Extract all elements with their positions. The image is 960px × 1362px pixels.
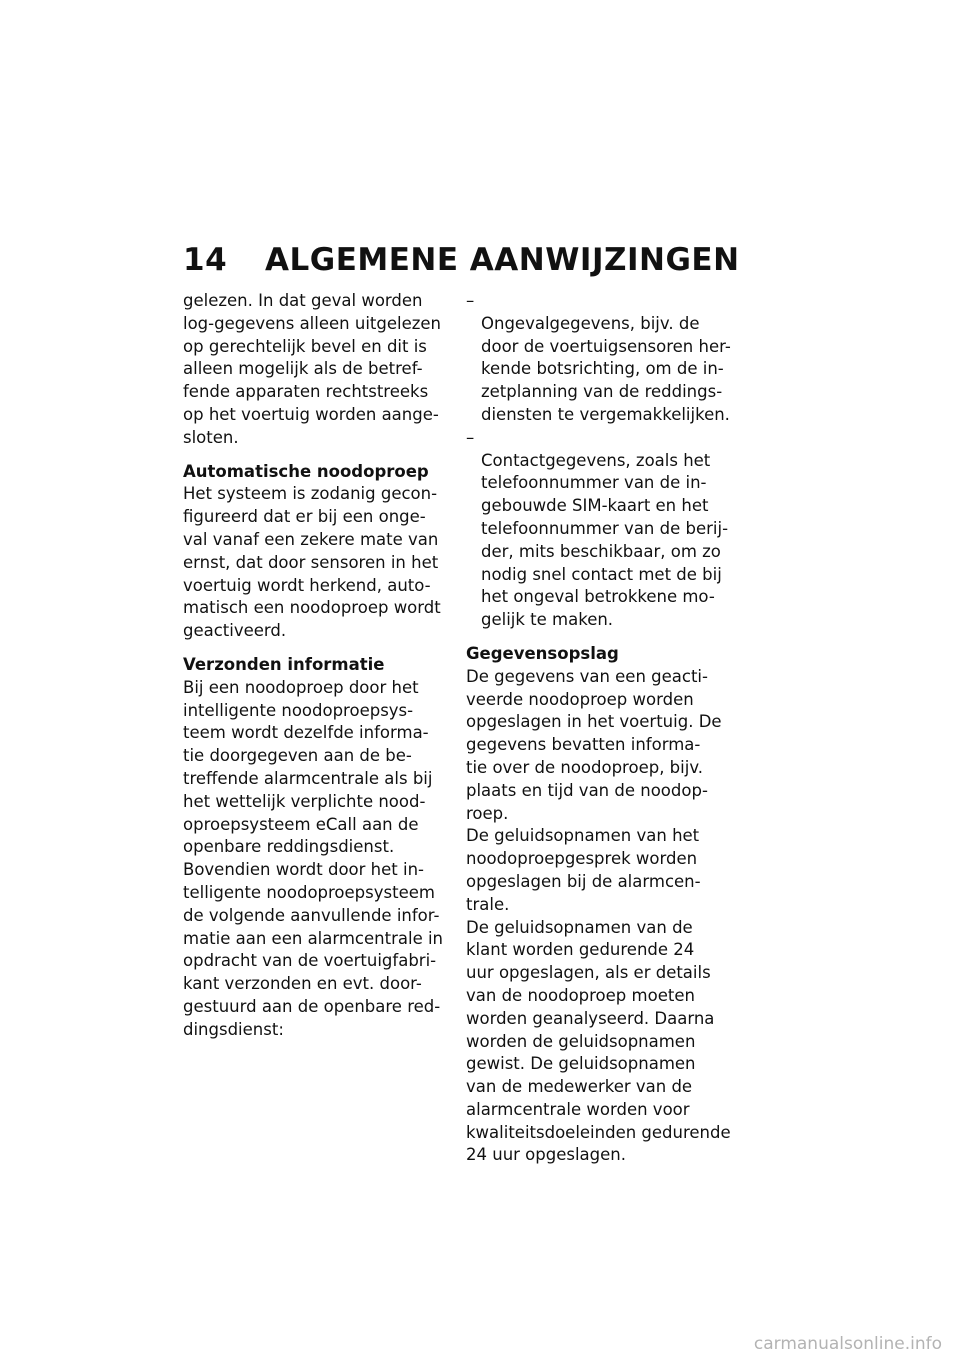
chapter-number: 14 (183, 242, 228, 278)
paragraph-gegevensopslag-2: De geluidsopnamen van het noodoproepgesprek worden opgeslagen bij de alarmcen- trale. (466, 826, 701, 914)
right-column (466, 290, 738, 1167)
paragraph-verzonden-informatie-1: Bij een noodoproep door het intelligente noodoproepsys- teem wordt dezelfde informa- tie doorgegeven aan de be- treffende alarmcentrale als bij het wettelijk verplichte nood- oproepsysteem eCall aan de openbare reddingsdienst. (183, 677, 433, 857)
section-heading-verzonden-informatie: Verzonden informatie (183, 654, 385, 674)
section-heading-gegevensopslag: Gegevensopslag (466, 643, 619, 663)
list-item-text: Ongevalgegevens, bijv. de door de voertuigsensoren her- kende botsrichting, om de in- zetplanning van de reddings- diensten te vergemakkelijken. (481, 313, 731, 424)
chapter-title: ALGEMENE AANWIJZINGEN (265, 242, 740, 278)
list-item (466, 427, 738, 632)
left-column (183, 290, 449, 1042)
list-bullet: – (466, 427, 475, 447)
intro-paragraph: gelezen. In dat geval worden log-gegevens alleen uitgelezen op gerechtelijk bevel en dit is alleen mogelijk als de betref- fende apparaten rechtstreeks op het voertuig worden aange- sloten. (183, 291, 441, 447)
paragraph-gegevensopslag-1: De gegevens van een geacti- veerde noodoproep worden opgeslagen in het voertuig. De gegevens bevatten informa- tie over de noodoproep, bijv. plaats en tijd van de noodop- roep. (466, 666, 722, 823)
paragraph-automatische-noodoproep: Het systeem is zodanig gecon- figureerd dat er bij een onge- val vanaf een zekere mate van ernst, dat door sensoren in het voertuig wordt herkend, auto- matisch een noodoproep wordt geactiveerd. (183, 484, 441, 641)
list-item-text: Contactgegevens, zoals het telefoonnummer van de in- gebouwde SIM-kaart en het telefoonnummer van de berij- der, mits beschikbaar, om zo nodig snel contact met de bij het ongeval betrokkene mo- gelijk te maken. (481, 450, 729, 630)
section-heading-automatische-noodoproep: Automatische noodoproep (183, 461, 429, 481)
page-title (183, 242, 740, 278)
list-bullet: – (466, 291, 475, 310)
watermark: carmanualsonline.info (753, 1334, 942, 1354)
list-item (466, 290, 738, 427)
paragraph-gegevensopslag-3: De geluidsopnamen van de klant worden gedurende 24 uur opgeslagen, als er details van de noodoproep moeten worden geanalyseerd. Daarna worden de geluidsopnamen gewist. De geluidsopnamen van de medewerker van de alarmcentrale worden voor kwaliteitsdoeleinden gedurende 24 uur opgeslagen. (466, 917, 731, 1165)
paragraph-verzonden-informatie-2: Bovendien wordt door het in- telligente noodoproepsysteem de volgende aanvullende infor- matie aan een alarmcentrale in opdracht van de voertuigfabri- kant verzonden en evt. door- gestuurd aan de openbare red- dingsdienst: (183, 860, 444, 1039)
